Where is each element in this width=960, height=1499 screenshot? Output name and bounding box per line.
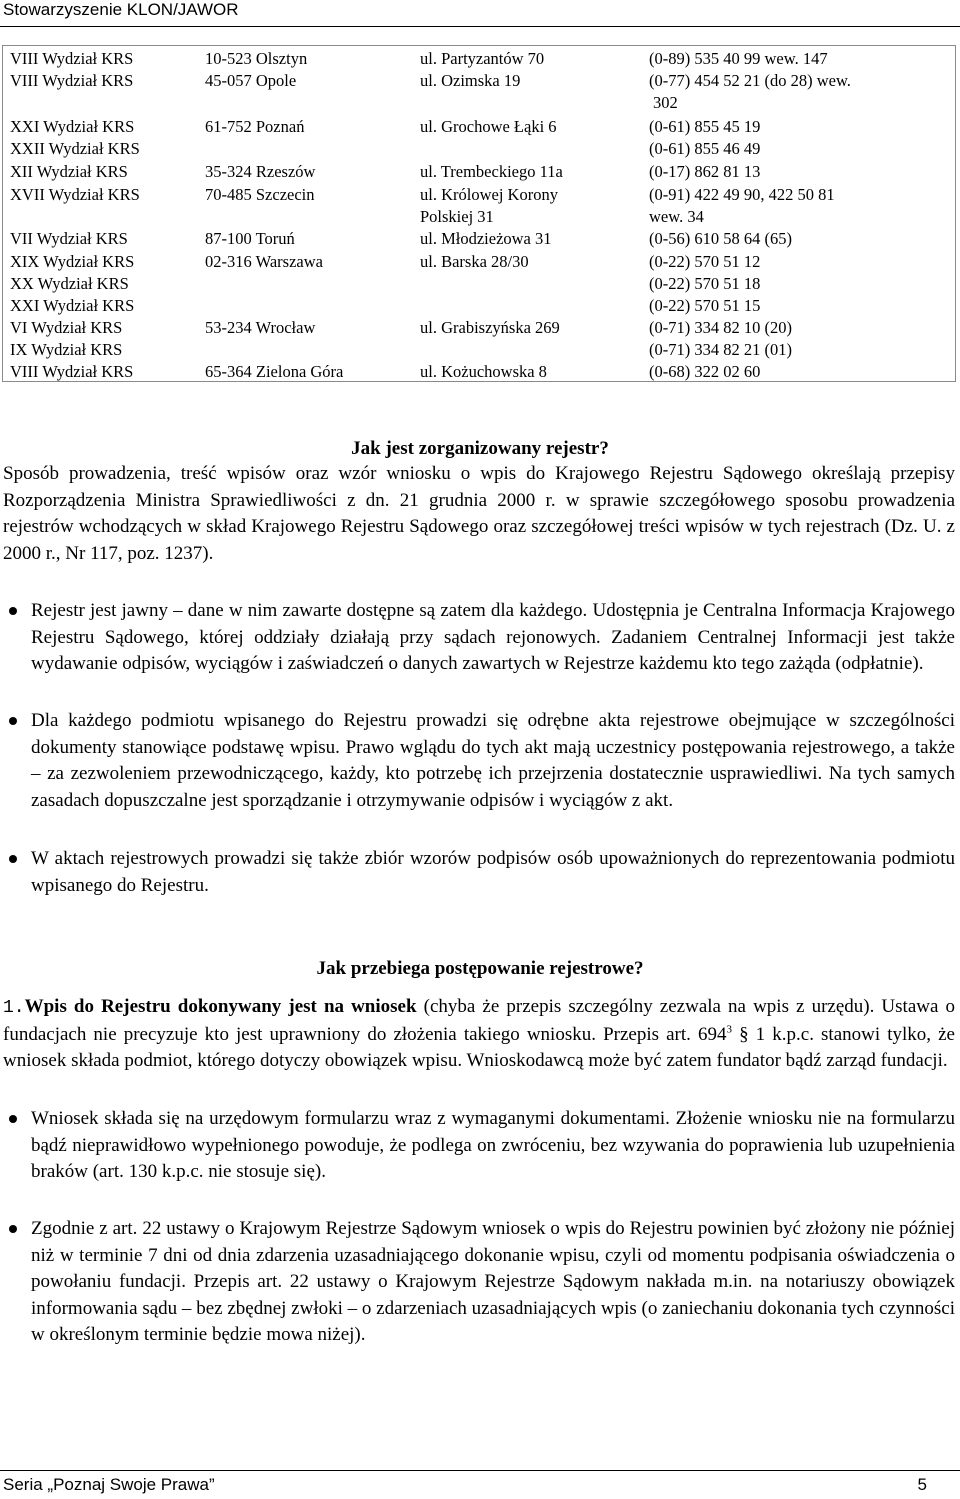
list-item bbox=[31, 708, 955, 814]
table-cell: ul. Kożuchowska 8 bbox=[420, 362, 547, 381]
table-cell: XII Wydział KRS bbox=[10, 162, 128, 181]
table-cell: (0-56) 610 58 64 (65) bbox=[649, 229, 792, 248]
table-cell: 70-485 Szczecin bbox=[205, 185, 315, 204]
section-heading-registry: Jak jest zorganizowany rejestr? bbox=[351, 438, 609, 459]
court-address-table bbox=[2, 45, 956, 382]
table-cell: XXI Wydział KRS bbox=[10, 296, 135, 315]
table-cell: (0-77) 454 52 21 (do 28) wew. bbox=[649, 71, 851, 90]
table-cell: VIII Wydział KRS bbox=[10, 362, 134, 381]
table-cell: ul. Trembeckiego 11a bbox=[420, 162, 563, 181]
table-cell: 53-234 Wrocław bbox=[205, 318, 316, 337]
bullet-icon bbox=[9, 855, 17, 863]
header-title: Stowarzyszenie KLON/JAWOR bbox=[3, 0, 239, 19]
bullet-icon bbox=[9, 607, 17, 615]
table-cell: VII Wydział KRS bbox=[10, 229, 128, 248]
page-number: 5 bbox=[917, 1475, 927, 1494]
item-number: 1. bbox=[3, 998, 25, 1018]
table-cell: VIII Wydział KRS bbox=[10, 71, 134, 90]
table-cell: 65-364 Zielona Góra bbox=[205, 362, 344, 381]
bullet-icon bbox=[9, 1225, 17, 1233]
table-cell: (0-61) 855 45 19 bbox=[649, 117, 761, 136]
page-header bbox=[0, 0, 960, 27]
table-cell: ul. Partyzantów 70 bbox=[420, 49, 545, 68]
table-cell: 61-752 Poznań bbox=[205, 117, 305, 136]
registry-intro-paragraph: Sposób prowadzenia, treść wpisów oraz wzór wniosku o wpis do Krajowego Rejestru Sądowego określają przepisy Rozporządzenia Ministra Sprawiedliwości z dn. 21 grudnia 2000 r. w sprawie szczegółowego sposobu prowadzenia rejestrów wchodzących w skład Krajowego Rejestru Sądowego oraz szczegółowej treści wpisów w tych rejestrach (Dz. U. z 2000 r., Nr 117, poz. 1237). bbox=[3, 463, 955, 564]
list-item-text: Zgodnie z art. 22 ustawy o Krajowym Rejestrze Sądowym wniosek o wpis do Rejestru powinien być złożony nie później niż w terminie 7 dni od dnia zdarzenia uzasadniającego dokonanie wpisu, czyli od momentu podpisania oświadczenia o powołaniu fundacji. Przepis art. 22 ustawy o Krajowym Rejestrze Sądowym nakłada m.in. na notariuszy obowiązek informowania sądu – bez zbędnej zwłoki – o zdarzeniach uzasadniających wpis (o zaniechaniu dokonania tych czynności w określonym terminie będzie mowa niżej). bbox=[31, 1218, 955, 1345]
table-cell: Polskiej 31 bbox=[420, 207, 494, 226]
table-cell: (0-22) 570 51 12 bbox=[649, 252, 761, 271]
list-item bbox=[31, 1106, 955, 1186]
table-cell: 87-100 Toruń bbox=[205, 229, 295, 248]
table-cell: XX Wydział KRS bbox=[10, 274, 129, 293]
table-cell: (0-22) 570 51 15 bbox=[649, 296, 761, 315]
table-cell: VIII Wydział KRS bbox=[10, 49, 134, 68]
table-cell: (0-22) 570 51 18 bbox=[649, 274, 761, 293]
item-text-b: § 1 k.p.c. stanowi tylko, że wniosek składa podmiot, którego dotyczy obowiązek wpisu. Wnioskodawcą może być zatem fundator bądź zarząd fundacji. bbox=[3, 1023, 955, 1071]
item-text-a: (chyba że przepis szczególny zezwala na wpis z urzędu). Ustawa o fundacjach nie precyzuje kto jest uprawniony do złożenia takiego wniosku. Przepis art. 694 bbox=[3, 996, 955, 1045]
table-cell: XVII Wydział KRS bbox=[10, 185, 140, 204]
table-cell: XXII Wydział KRS bbox=[10, 139, 140, 158]
table-cell: XXI Wydział KRS bbox=[10, 117, 135, 136]
list-item-text: Dla każdego podmiotu wpisanego do Rejestru prowadzi się odrębne akta rejestrowe obejmujące w szczególności dokumenty stanowiące podstawę wpisu. Prawo wglądu do tych akt mają uczestnicy postępowania rejestrowego, a także – za zezwoleniem przewodniczącego, każdy, kto potrzebę ich przejrzenia dostatecznie usprawiedliwi. Na tych samych zasadach dopuszczalne jest sporządzanie i otrzymywanie odpisów i wyciągów z akt. bbox=[31, 710, 955, 811]
table-cell: XIX Wydział KRS bbox=[10, 252, 135, 271]
table-cell: ul. Grabiszyńska 269 bbox=[420, 318, 560, 337]
table-cell: (0-17) 862 81 13 bbox=[649, 162, 761, 181]
table-cell: wew. 34 bbox=[649, 207, 704, 226]
table-cell: VI Wydział KRS bbox=[10, 318, 123, 337]
table-cell: (0-61) 855 46 49 bbox=[649, 139, 761, 158]
table-cell: 35-324 Rzeszów bbox=[205, 162, 316, 181]
list-item bbox=[31, 598, 955, 678]
table-cell: ul. Ozimska 19 bbox=[420, 71, 521, 90]
table-cell: (0-68) 322 02 60 bbox=[649, 362, 761, 381]
table-cell: ul. Barska 28/30 bbox=[420, 252, 529, 271]
list-item-text: Rejestr jest jawny – dane w nim zawarte dostępne są zatem dla każdego. Udostępnia je Centralna Informacja Krajowego Rejestru Sądowego, której oddziały działają przy sądach rejonowych. Zadaniem Centralnej Informacji jest także wydawanie odpisów, wyciągów i zaświadczeń o danych zawartych w Rejestrze każdemu kto tego zażąda (odpłatnie). bbox=[31, 600, 955, 674]
table-cell: 02-316 Warszawa bbox=[205, 252, 323, 271]
footer-divider bbox=[0, 1470, 960, 1471]
table-cell: 302 bbox=[653, 93, 678, 112]
table-cell: 10-523 Olsztyn bbox=[205, 49, 308, 68]
list-item bbox=[31, 1216, 955, 1349]
table-cell: 45-057 Opole bbox=[205, 71, 297, 90]
table-cell: ul. Królowej Korony bbox=[420, 185, 558, 204]
bullet-icon bbox=[9, 1115, 17, 1123]
table-cell: ul. Grochowe Łąki 6 bbox=[420, 117, 557, 136]
procedure-numbered-paragraph bbox=[3, 994, 955, 1075]
table-cell: ul. Młodzieżowa 31 bbox=[420, 229, 552, 248]
list-item-text: Wniosek składa się na urzędowym formularzu wraz z wymaganymi dokumentami. Złożenie wniosku nie na formularzu bądź nieprawidłowo wypełnionego powoduje, że podlega on zwróceniu, bez wzywania do poprawienia lub uzupełnienia braków (art. 130 k.p.c. nie stosuje się). bbox=[31, 1108, 955, 1182]
list-item-text: W aktach rejestrowych prowadzi się także zbiór wzorów podpisów osób upoważnionych do reprezentowania podmiotu wpisanego do Rejestru. bbox=[31, 848, 955, 896]
table-cell: IX Wydział KRS bbox=[10, 340, 123, 359]
table-cell: (0-71) 334 82 10 (20) bbox=[649, 318, 792, 337]
bullet-icon bbox=[9, 717, 17, 725]
item-bold-text: Wpis do Rejestru dokonywany jest na wniosek bbox=[24, 996, 417, 1017]
table-cell: (0-71) 334 82 21 (01) bbox=[649, 340, 792, 359]
item-superscript: 3 bbox=[726, 1023, 732, 1036]
section-heading-procedure: Jak przebiega postępowanie rejestrowe? bbox=[316, 958, 644, 979]
table-cell: (0-89) 535 40 99 wew. 147 bbox=[649, 49, 828, 68]
table-cell: (0-91) 422 49 90, 422 50 81 bbox=[649, 185, 835, 204]
list-item bbox=[31, 846, 955, 899]
footer-series: Seria „Poznaj Swoje Prawa” bbox=[3, 1475, 215, 1494]
